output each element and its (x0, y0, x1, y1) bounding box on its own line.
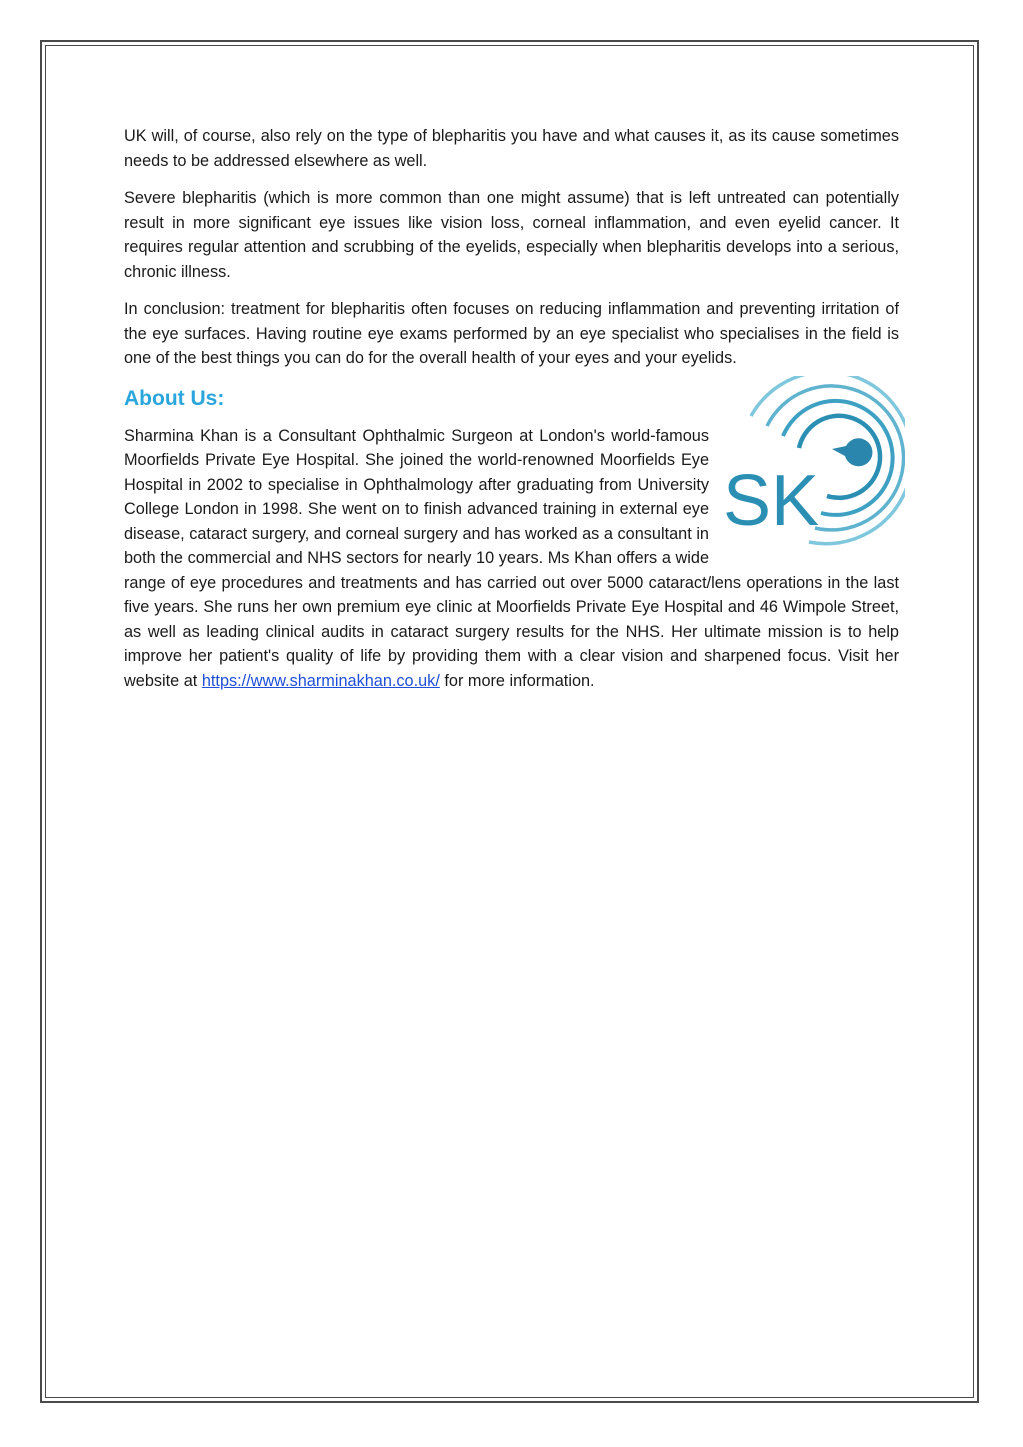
website-link[interactable]: https://www.sharminakhan.co.uk/ (201, 671, 440, 690)
about-paragraph (124, 424, 899, 694)
about-us-heading: About Us: (124, 386, 225, 410)
paragraph-2: Severe blepharitis (which is more common than one might assume) that is left untreated can potentially result in more significant eye issues like vision loss, corneal inflammation, and even eyelid cancer. It requires regular attention and scrubbing of the eyelids, especially when blepharitis develops into a serious, chronic illness. (124, 189, 899, 281)
about-bio-text: Sharmina Khan is a Consultant Ophthalmic Surgeon at London's world-famous Moorfields Private Eye Hospital. She joined the world-renowned Moorfields Eye Hospital in 2002 to specialise in Ophthalmology after graduating from University College London in 1998. She went on to finish advanced training in external eye disease, cataract surgery, and corneal surgery and has worked as a consultant in both the commercial and NHS sectors for nearly 10 years. Ms Khan offers a wide range of eye procedures and treatments and has carried out over 5000 cataract/lens operations in the last five years. She runs her own premium eye clinic at Moorfields Private Eye Hospital and 46 Wimpole Street, as well as leading clinical audits in cataract surgery results for the NHS. Her ultimate mission is to help improve her patient's quality of life by providing them with a clear vision and sharpened focus. Visit her website at (124, 426, 899, 690)
document-content (124, 124, 899, 706)
sk-logo-letters: SK (723, 460, 820, 541)
paragraph-3: In conclusion: treatment for blepharitis often focuses on reducing inflammation and preventing irritation of the eye surfaces. Having routine eye exams performed by an eye specialist who specialises in the field is one of the best things you can do for the overall health of your eyes and your eyelids. (124, 300, 899, 367)
sk-logo-icon (723, 376, 905, 546)
paragraph-1: UK will, of course, also rely on the type of blepharitis you have and what causes it, as its cause sometimes needs to be addressed elsewhere as well. (124, 127, 899, 170)
about-bio-closing: for more information. (439, 671, 595, 690)
